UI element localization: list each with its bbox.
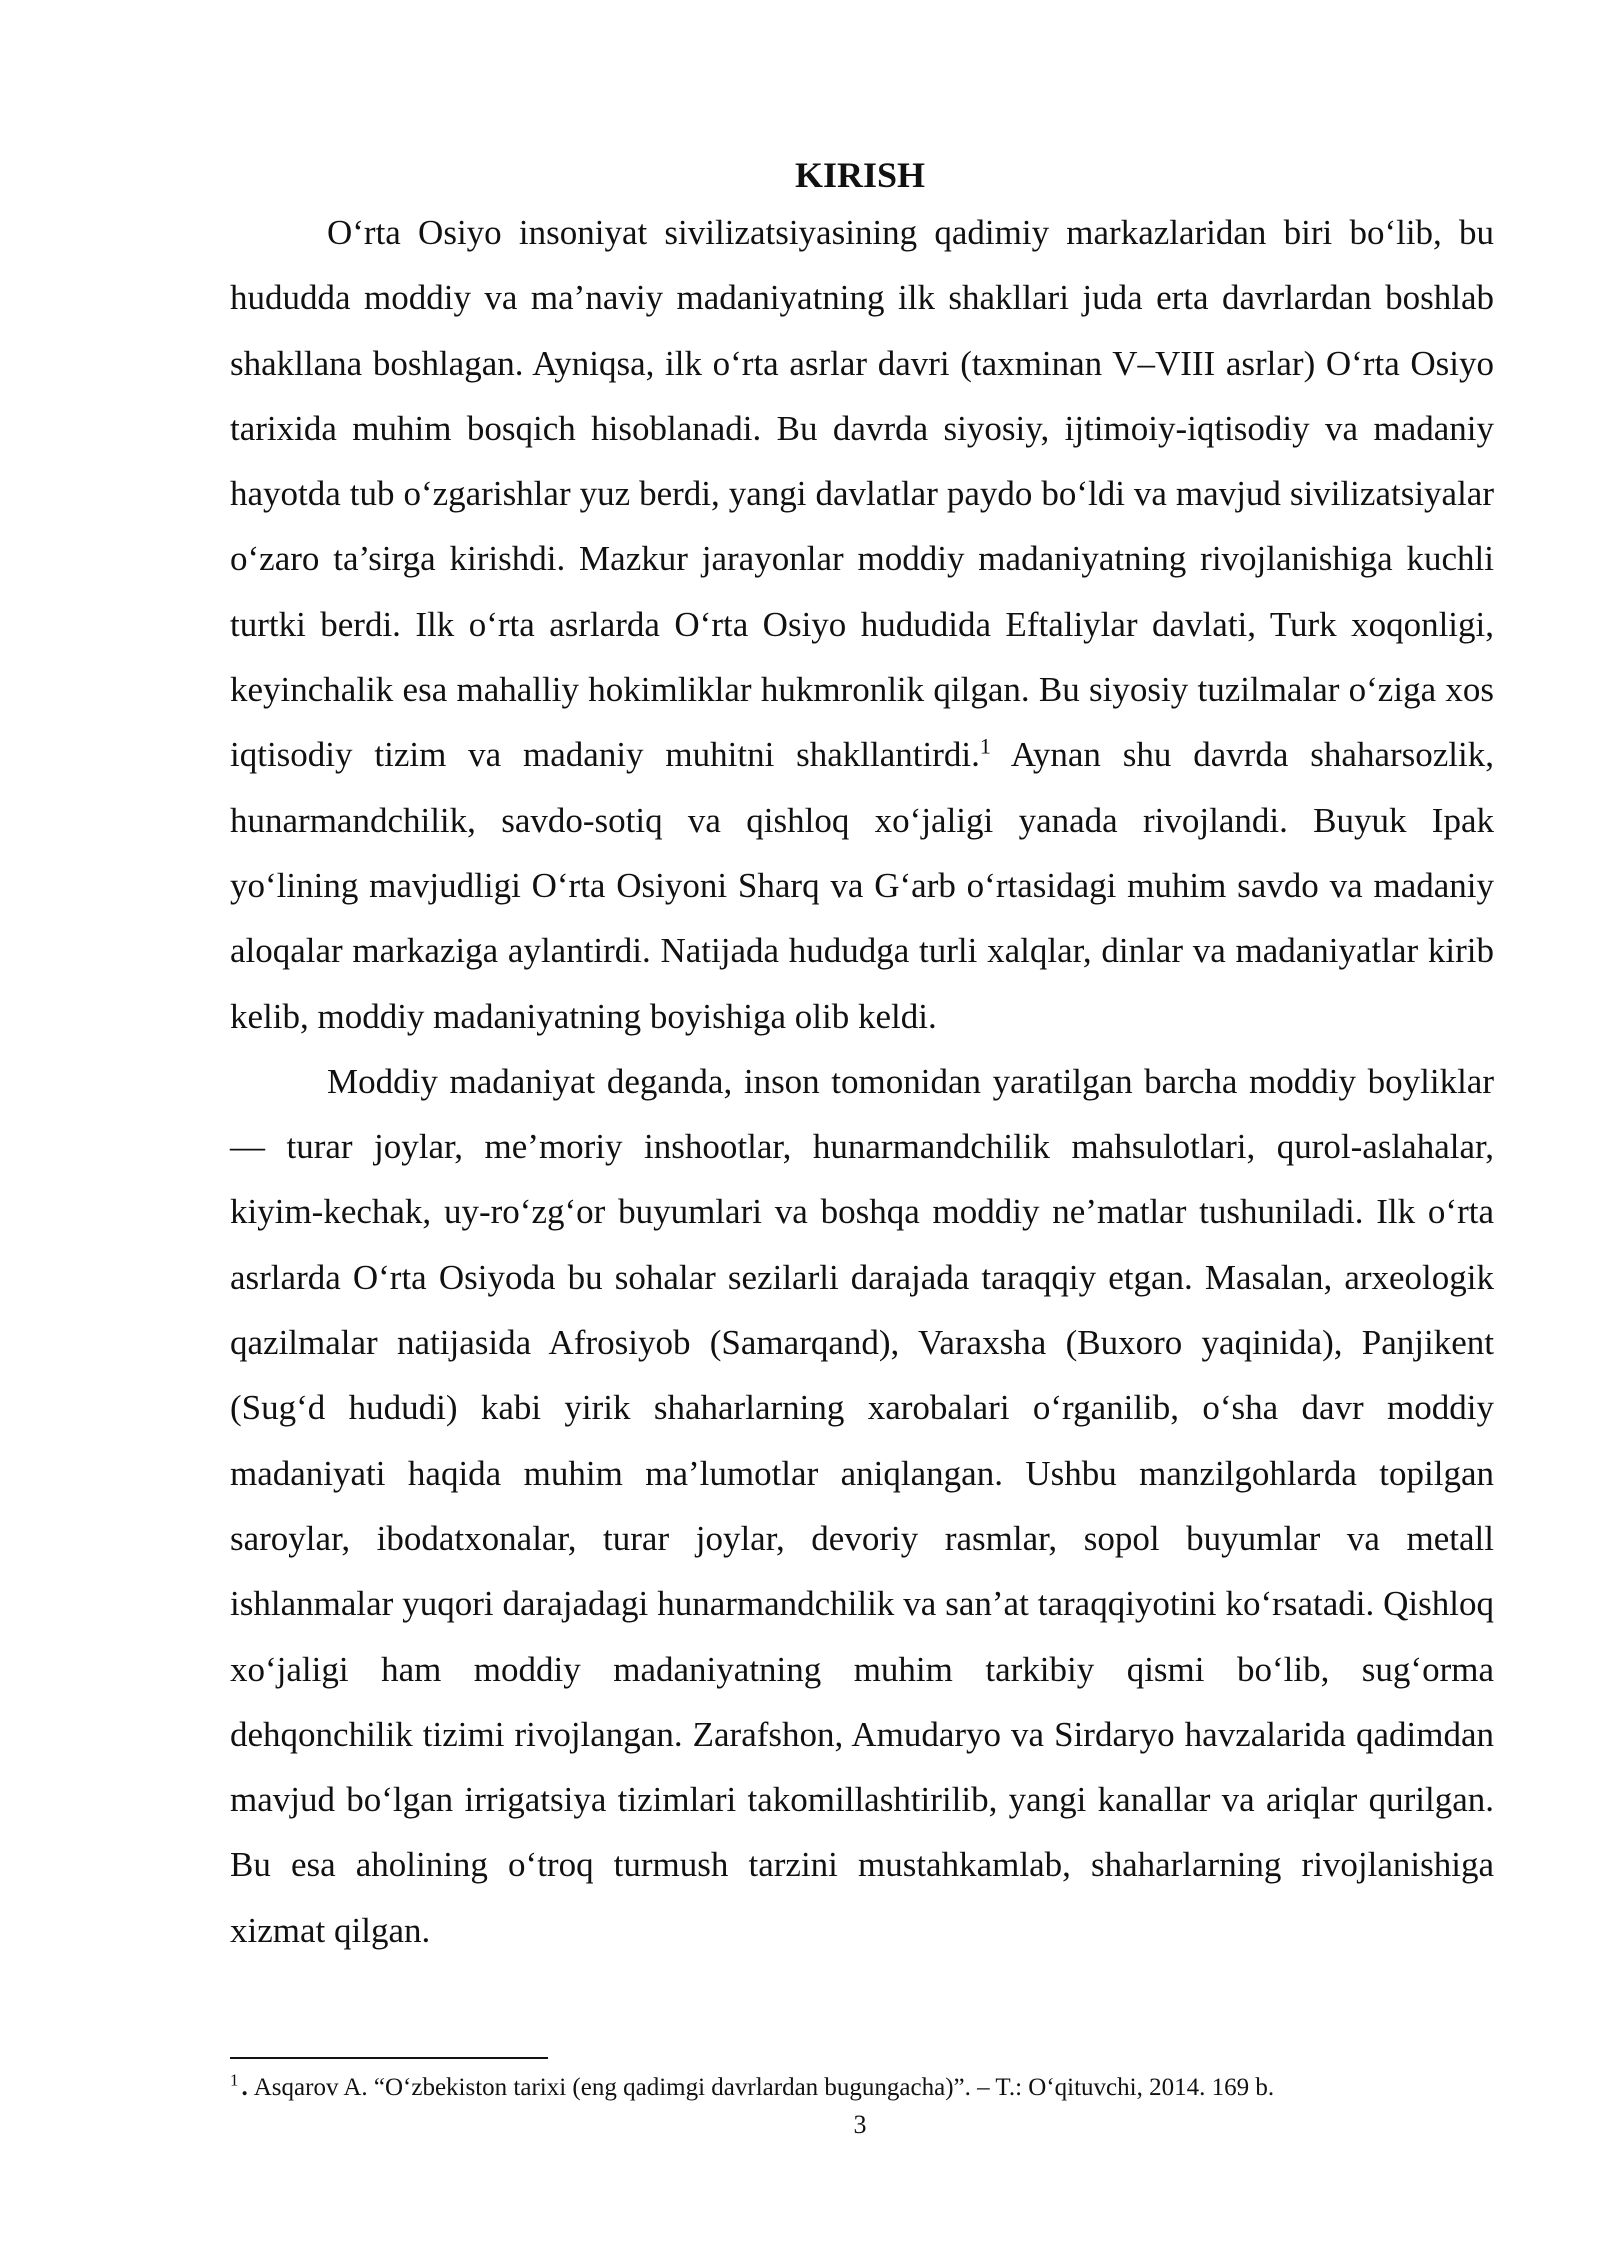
footnote-reference: 1 xyxy=(979,733,991,759)
footnote-dot: . xyxy=(241,2074,248,2101)
page-number: 3 xyxy=(853,2110,867,2139)
footnote-text: Asqarov A. “O‘zbekiston tarixi (eng qadimgi davrlardan bugungacha)”. – T.: O‘qituvchi, 2014. 169 b. xyxy=(253,2074,1275,2101)
footnote-mark: 1 xyxy=(230,2070,239,2090)
paragraph-1-part-a: O‘rta Osiyo insoniyat sivilizatsiyasining qadimiy markazlaridan biri bo‘lib, bu hududda moddiy va ma’naviy madaniyatning ilk shakllari juda erta davrlardan boshlab shakllana boshlagan. Ayniqsa, ilk o‘rta asrlar davri (taxminan V–VIII asrlar) O‘rta Osiyo tarixida muhim bosqich hisoblanadi. Bu davrda siyosiy, ijtimoiy-iqtisodiy va madaniy hayotda tub o‘zgarishlar yuz berdi, yangi davlatlar paydo bo‘ldi va mavjud sivilizatsiyalar o‘zaro ta’sirga kirishdi. Mazkur jarayonlar moddiy madaniyatning rivojlanishiga kuchli turtki berdi. Ilk o‘rta asrlarda O‘rta Osiyo hududida Eftaliylar davlati, Turk xoqonligi, keyinchalik esa mahalliy hokimliklar hukmronlik qilgan. Bu siyosiy tuzilmalar o‘ziga xos iqtisodiy tizim va madaniy muhitni shakllantirdi. xyxy=(230,213,1494,775)
paragraph-1 xyxy=(230,200,1494,1049)
paragraph-2: Moddiy madaniyat deganda, inson tomonidan yaratilgan barcha moddiy boyliklar — turar joylar, me’moriy inshootlar, hunarmandchilik mahsulotlari, qurol-aslahalar, kiyim-kechak, uy-ro‘zg‘or buyumlari va boshqa moddiy ne’matlar tushuniladi. Ilk o‘rta asrlarda O‘rta Osiyoda bu sohalar sezilarli darajada taraqqiy etgan. Masalan, arxeologik qazilmalar natijasida Afrosiyob (Samarqand), Varaxsha (Buxoro yaqinida), Panjikent (Sug‘d hududi) kabi yirik shaharlarning xarobalari o‘rganilib, o‘sha davr moddiy madaniyati haqida muhim ma’lumotlar aniqlangan. Ushbu manzilgohlarda topilgan saroylar, ibodatxonalar, turar joylar, devoriy rasmlar, sopol buyumlar va metall ishlanmalar yuqori darajadagi hunarmandchilik va san’at taraqqiyotini ko‘rsatadi. Qishloq xo‘jaligi ham moddiy madaniyatning muhim tarkibiy qismi bo‘lib, sug‘orma dehqonchilik tizimi rivojlangan. Zarafshon, Amudaryo va Sirdaryo havzalarida qadimdan mavjud bo‘lgan irrigatsiya tizimlari takomillashtirilib, yangi kanallar va ariqlar qurilgan. Bu esa aholining o‘troq turmush tarzini mustahkamlab, shaharlarning rivojlanishiga xizmat qilgan. xyxy=(230,1061,1494,1950)
footnote xyxy=(230,2072,1494,2104)
body-text xyxy=(230,200,1494,1963)
page-title: KIRISH xyxy=(794,155,926,195)
paragraph-1-part-b: Aynan shu davrda shaharsozlik, hunarmandchilik, savdo-sotiq va qishloq xo‘jaligi yanada rivojlandi. Buyuk Ipak yo‘lining mavjudligi O‘rta Osiyoni Sharq va G‘arb o‘rtasidagi muhim savdo va madaniy aloqalar markaziga aylantirdi. Natijada hududga turli xalqlar, dinlar va madaniyatlar kirib kelib, moddiy madaniyatning boyishiga olib keldi. xyxy=(230,735,1494,1036)
footnote-separator-line xyxy=(230,2057,548,2059)
